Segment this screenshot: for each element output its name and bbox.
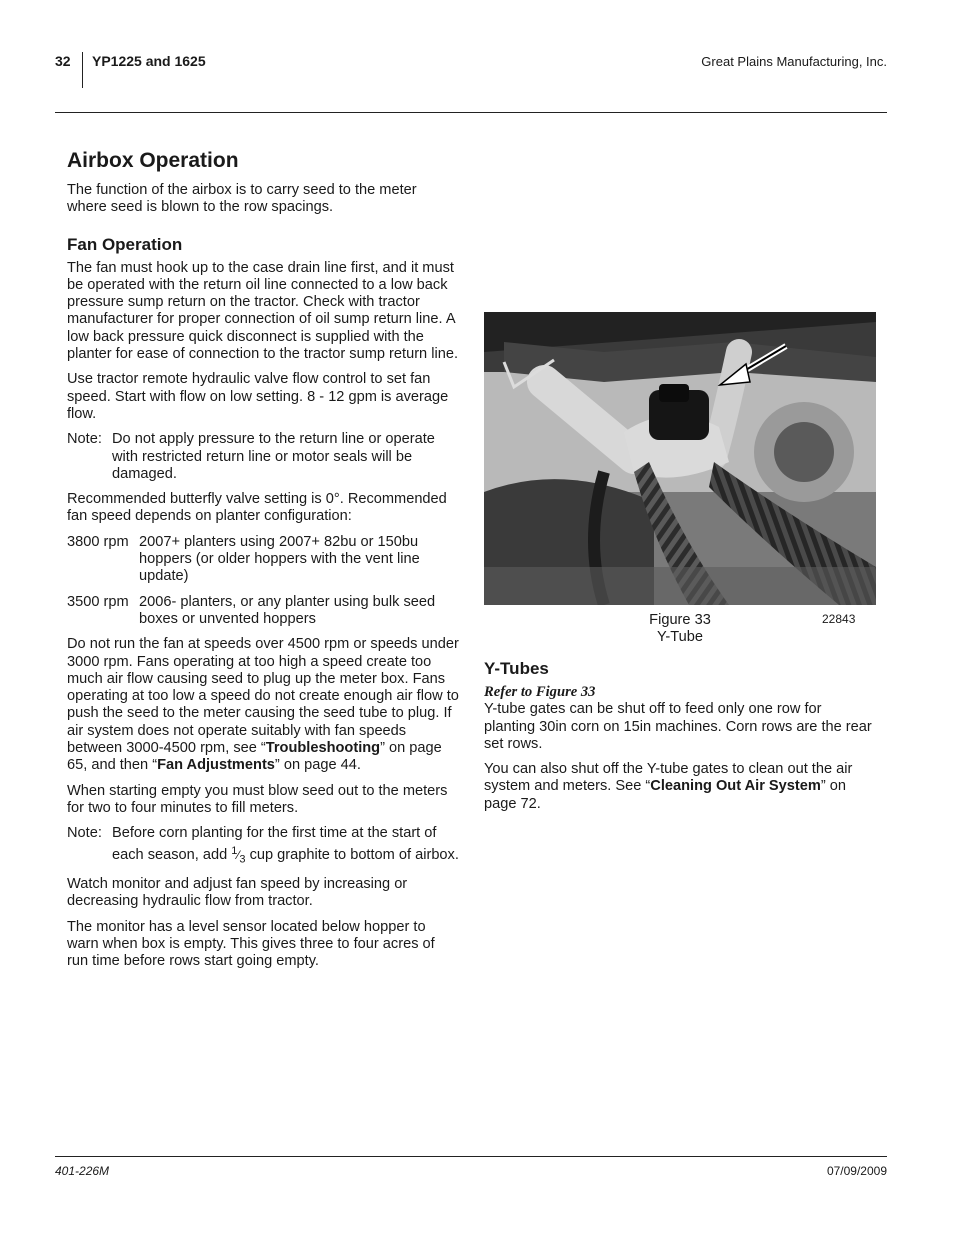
y-tubes-paragraph-2: You can also shut off the Y-tube gates to clean out the air system and meters. See “Cleaning Out Air System” on page 72. <box>484 761 853 812</box>
empty-start-paragraph: When starting empty you must blow seed out to the meters for two to four minutes to fill meters. <box>67 782 448 816</box>
fan-paragraph-1: The fan must hook up to the case drain line first, and it must be operated with the return oil line connected to a low back pressure sump return on the tractor. Check with tractor manufacturer for proper connection of oil sump return line. A low back pressure quick disconnect is supplied with the planter for ease of connection to the tractor sump return line. <box>67 259 459 363</box>
butterfly-paragraph: Recommended butterfly valve setting is 0°. Recommended fan speed depends on planter configuration: <box>67 491 447 525</box>
fan-adjustments-link[interactable]: Fan Adjustments <box>157 757 275 774</box>
header-model: YP1225 and 1625 <box>92 53 206 69</box>
fraction: $^1⁄_3$ <box>231 844 246 865</box>
monitor-paragraph-2: The monitor has a level sensor located below hopper to warn when box is empty. This gives three to four acres of run time before rows start going empty. <box>67 918 435 970</box>
monitor-paragraph-1: Watch monitor and adjust fan speed by increasing or decreasing hydraulic flow from tractor. <box>67 876 408 910</box>
y-tube-illustration <box>484 312 876 605</box>
note-label: Note: <box>67 431 102 448</box>
fan-speed-paragraph: Do not run the fan at speeds over 4500 rpm or speeds under 3000 rpm. Fans operating at too high a speed create too much air flow causing seed to plug up the meter box. Fans operating at too low a speed do not create enough air flow to push the seed to the meter causing the seed tube to plug. If air system does not operate suitably with fan speeds between 3000-4500 rpm, see “Troubleshooting” on page 65, and then “Fan Adjustments” on page 44. <box>67 636 459 774</box>
header-rule <box>55 112 887 113</box>
refer-to-figure[interactable]: Refer to Figure 33 <box>484 684 596 700</box>
header-divider <box>82 52 83 88</box>
intro-paragraph: The function of the airbox is to carry seed to the meter where seed is blown to the row spacings. <box>67 182 417 216</box>
footer-doc-number: 401-226M <box>55 1164 110 1178</box>
figure-caption-number: Figure 33 <box>649 612 711 628</box>
footer-rule <box>55 1156 887 1157</box>
figure-reference-number: 22843 <box>822 612 856 626</box>
note-label: Note: <box>67 825 102 842</box>
y-tube-photo <box>484 312 876 605</box>
fan-paragraph-2: Use tractor remote hydraulic valve flow control to set fan speed. Start with flow on low setting. 8 - 12 gpm is average flow. <box>67 371 449 422</box>
note-graphite <box>67 825 459 868</box>
cleaning-out-air-system-link[interactable]: Cleaning Out Air System <box>650 778 821 795</box>
right-column <box>484 658 876 821</box>
rpm-item-3800 <box>67 534 459 586</box>
note-return-line <box>67 431 459 483</box>
fan-operation-heading: Fan Operation <box>67 234 183 254</box>
y-tubes-heading: Y-Tubes <box>484 659 549 678</box>
rpm-label: 3500 rpm <box>67 593 129 610</box>
rpm-item-3500 <box>67 594 459 629</box>
note-text: Do not apply pressure to the return line or operate with restricted return line or motor seals will be damaged. <box>112 431 435 482</box>
troubleshooting-link[interactable]: Troubleshooting <box>265 740 381 757</box>
rpm-text: 2006- planters, or any planter using bulk seed boxes or unvented hoppers <box>139 593 436 627</box>
left-column <box>67 148 459 979</box>
figure-caption <box>630 612 730 646</box>
rpm-text: 2007+ planters using 2007+ 82bu or 150bu hoppers (or older hoppers with the vent line update) <box>139 533 420 585</box>
header-company: Great Plains Manufacturing, Inc. <box>701 54 887 69</box>
note-text: Before corn planting for the first time at the start of each season, add $^1⁄_3$ cup graphite to bottom of airbox. <box>112 825 459 865</box>
section-title: Airbox Operation <box>67 149 239 172</box>
footer-date: 07/09/2009 <box>826 1164 887 1178</box>
y-tubes-paragraph-1: Y-tube gates can be shut off to feed only one row for planting 30in corn on 15in machines. Corn rows are the rear set rows. <box>484 701 872 752</box>
rpm-label: 3800 rpm <box>67 533 129 550</box>
page-number: 32 <box>55 53 71 69</box>
figure-caption-title: Y-Tube <box>657 629 703 645</box>
